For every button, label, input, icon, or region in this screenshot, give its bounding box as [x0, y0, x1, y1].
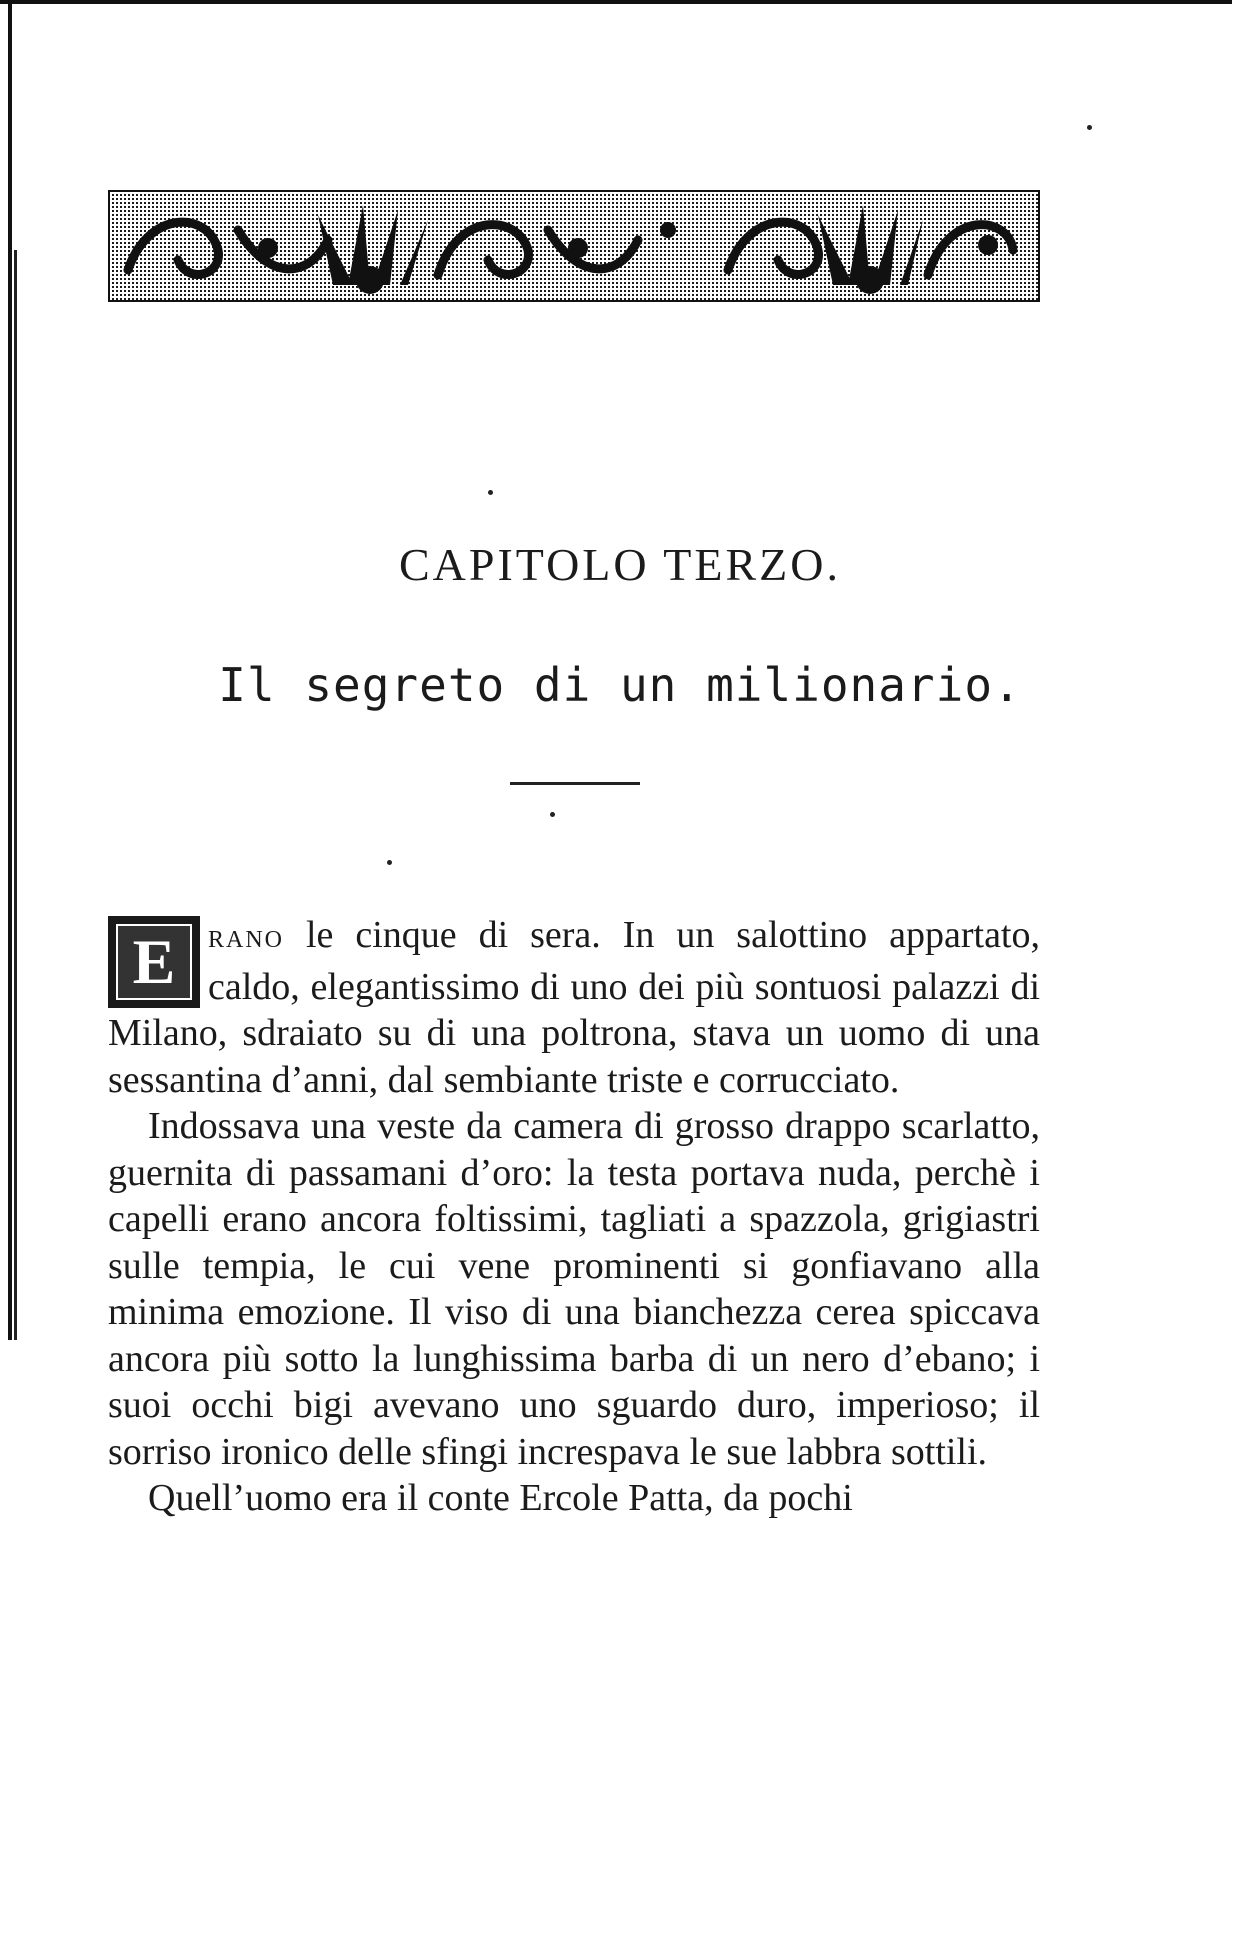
first-word-smallcaps: RANO [208, 927, 285, 953]
body-text [108, 912, 1040, 1522]
chapter-title: CAPITOLO TERZO. [399, 539, 841, 590]
ink-speck [488, 490, 493, 495]
drop-cap-letter: E [116, 924, 192, 1000]
paragraph-1-text: le cinque di sera. In un salottino appartato, caldo, elegantissimo di uno dei più sontuosi palazzi di Milano, sdraiato su di una poltrona, stava un uomo di una sessantina d’anni, dal sembiante triste e corrucciato. [108, 914, 1040, 1101]
ink-speck [1087, 125, 1092, 130]
paragraph-2: Indossava una veste da camera di grosso drappo scarlatto, guernita di passamani d’oro: la testa portava nuda, perchè i capelli erano ancora foltissimi, tagliati a spazzola, grigiastri sulle tempia, le cui vene prominenti si gonfiavano alla minima emozione. Il viso di una bianchezza cerea spiccava ancora più sotto la lunghissima barba di un nero d’ebano; i suoi occhi bigi avevano uno sguardo duro, imperioso; il sorriso ironico delle sfingi increspava le sue labbra sottili. [108, 1105, 1040, 1473]
paragraph-1 [108, 912, 1040, 1103]
decorative-ornament-band [108, 190, 1040, 302]
drop-cap [108, 916, 200, 1008]
ink-speck [387, 860, 392, 865]
chapter-subtitle: Il segreto di un milionario. [218, 658, 1022, 712]
paragraph-3: Quell’uomo era il conte Ercole Patta, da pochi [148, 1477, 853, 1519]
page-top-edge [0, 0, 1232, 4]
ink-speck [550, 812, 555, 817]
section-divider [510, 782, 640, 785]
page-binding-shadow [14, 250, 17, 1340]
